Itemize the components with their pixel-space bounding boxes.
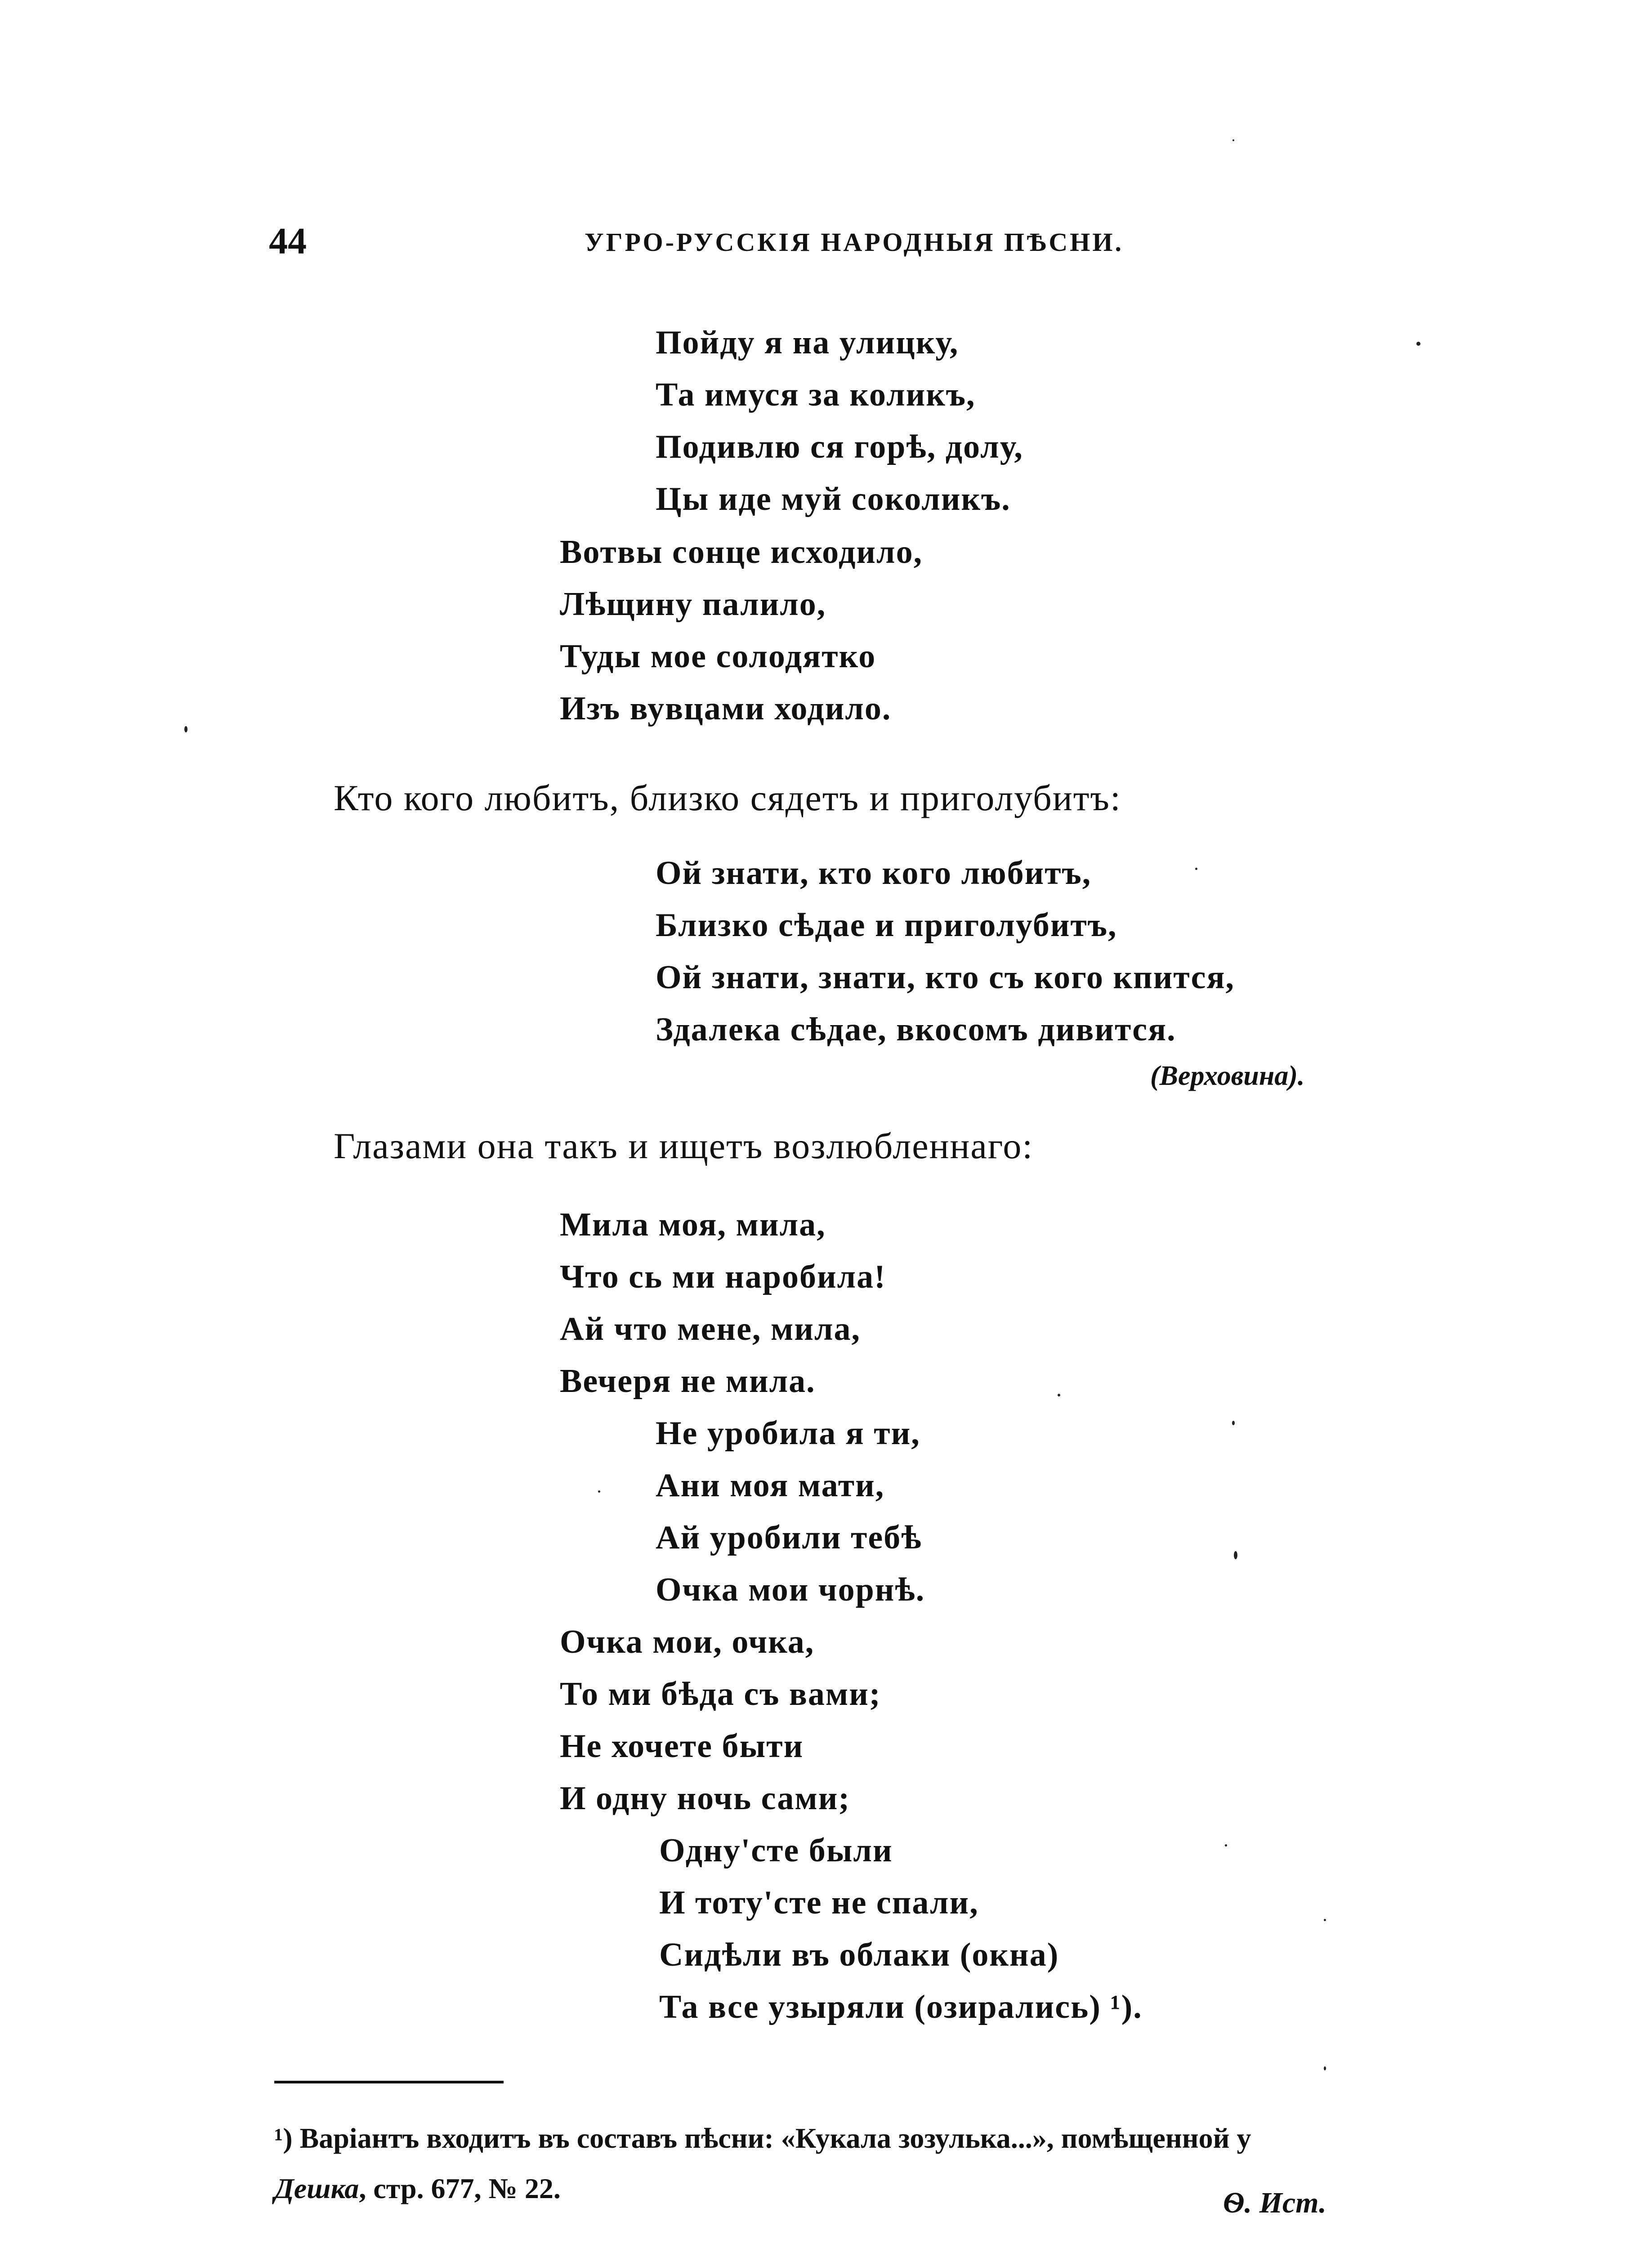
- verse-line: Не уробила я ти,: [656, 1415, 920, 1452]
- verse-line: Подивлю ся горѣ, долу,: [656, 428, 1023, 465]
- verse-line: Та все узыряли (озирались) ¹).: [659, 1989, 1143, 2025]
- verse-line: Очка мои, очка,: [560, 1624, 815, 1660]
- verse-line: Мила моя, мила,: [560, 1206, 826, 1243]
- footnote-citation: , стр. 677, № 22.: [359, 2172, 561, 2204]
- verse-line: Лѣщину палило,: [560, 586, 826, 623]
- verse-line: Та имуся за коликъ,: [656, 376, 976, 413]
- source-attribution: (Верховина).: [1150, 1061, 1305, 1091]
- song3-block-b: [656, 1407, 925, 1616]
- verse-line: Ой знати, знати, кто съ кого кпится,: [656, 959, 1235, 996]
- scan-speck: [1225, 1844, 1227, 1847]
- footnote-marker: ¹): [274, 2122, 293, 2154]
- page-number: 44: [269, 220, 307, 262]
- footnote-author: Дешка: [274, 2172, 359, 2204]
- verse-line: Что сь ми наробила!: [560, 1258, 886, 1295]
- footnote-text: Варіантъ входитъ въ составъ пѣсни: «Кукала зозулька...», помѣщенной у: [299, 2122, 1251, 2154]
- verse-line: Здалека сѣдае, вкосомъ дивится.: [656, 1011, 1176, 1048]
- intro-text: Глазами она такъ и ищетъ возлюбленнаго:: [334, 1125, 1034, 1166]
- verse-line: Туды мое солодятко: [560, 638, 876, 675]
- scan-speck: [184, 726, 188, 732]
- intro-text: Кто кого любитъ, близко сядетъ и приголубитъ:: [334, 777, 1121, 818]
- song1-first-quatrain: [656, 317, 1023, 525]
- scan-speck: [1232, 1421, 1235, 1425]
- verse-line: Не хочете быти: [560, 1728, 804, 1765]
- scan-speck: [1058, 1394, 1060, 1396]
- scan-speck: [598, 1490, 600, 1493]
- footnote-line-1: [274, 2113, 1443, 2163]
- verse-line: Пойду я на улицку,: [656, 324, 959, 361]
- verse-line: Ой знати, кто кого любитъ,: [656, 855, 1092, 892]
- verse-line: Вотвы сонце исходило,: [560, 534, 923, 571]
- song2-quatrain: [656, 847, 1235, 1056]
- verse-line: И тоту'сте не спали,: [659, 1884, 979, 1921]
- song3-block-a: [560, 1199, 886, 1407]
- verse-line: Сидѣли въ облаки (окна): [659, 1936, 1059, 1973]
- signature: Ѳ. Ист.: [1223, 2186, 1326, 2219]
- scan-speck: [1234, 1551, 1237, 1559]
- verse-line: Ай что мене, мила,: [560, 1311, 861, 1347]
- verse-line: Одну'сте были: [659, 1832, 893, 1869]
- verse-line: Очка мои чорнѣ.: [656, 1571, 925, 1608]
- verse-line: Близко сѣдае и приголубитъ,: [656, 907, 1117, 944]
- verse-line: То ми бѣда съ вами;: [560, 1676, 881, 1713]
- verse-line: Ай уробили тебѣ: [656, 1519, 922, 1556]
- song3-block-d: [659, 1824, 1143, 2033]
- verse-line: Вечеря не мила.: [560, 1363, 816, 1400]
- scan-speck: [1324, 1919, 1326, 1921]
- footnote-rule: [274, 2081, 504, 2083]
- running-title: УГРО-РУССКІЯ НАРОДНЫЯ ПѢСНИ.: [585, 227, 1124, 257]
- song3-block-c: [560, 1616, 881, 1824]
- scan-speck: [1232, 139, 1234, 141]
- verse-line: Ани моя мати,: [656, 1467, 885, 1504]
- verse-line: И одну ночь сами;: [560, 1780, 851, 1817]
- scan-speck: [1195, 868, 1197, 870]
- scan-speck: [1324, 2066, 1326, 2070]
- verse-line: Изъ вувцами ходило.: [560, 690, 892, 727]
- scan-speck: [1416, 342, 1420, 346]
- verse-line: Цы иде муй соколикъ.: [656, 481, 1011, 517]
- song1-second-quatrain: [560, 526, 923, 735]
